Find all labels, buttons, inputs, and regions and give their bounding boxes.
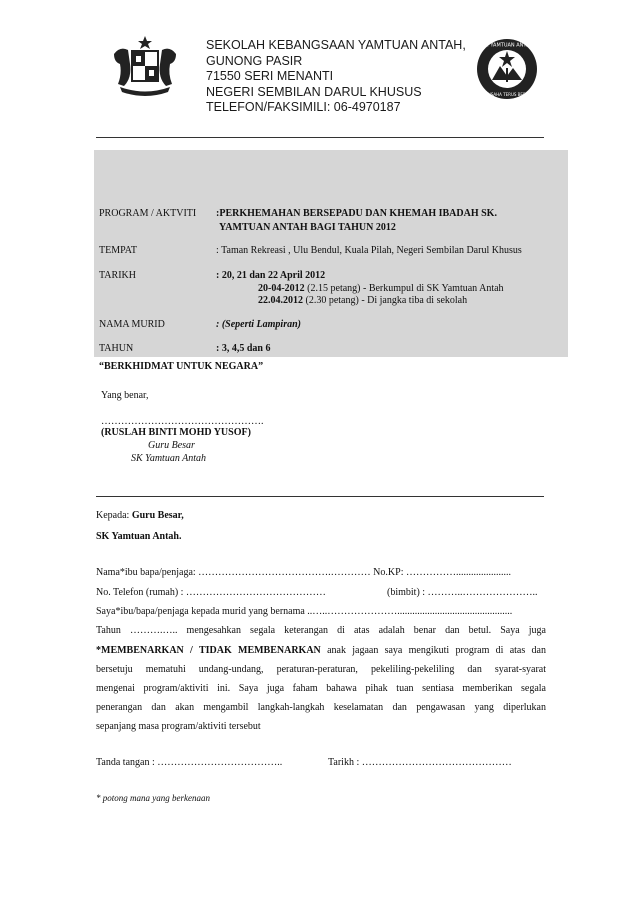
signature-line: Tanda tangan : ……………………………….. [96, 757, 283, 768]
date-schedule-2-date: 22.04.2012 [258, 295, 303, 306]
motto: “BERKHIDMAT UNTUK NEGARA” [99, 361, 264, 372]
date-schedule-1 [258, 283, 504, 294]
program-label: PROGRAM / AKTVITI [99, 208, 197, 219]
consent-line-5: penerangan dan akan mengambil langkah-langkah keselamatan dan pengawasan yang diperlukan [96, 702, 546, 713]
greeting: Yang benar, [101, 390, 149, 401]
school-badge-logo [476, 38, 538, 100]
date-schedule-2-text: (2.30 petang) - Di jangka tiba di sekolah [303, 295, 468, 306]
parent-name-line: Nama*ibu bapa/penjaga: ………………………………….………… No.KP: ……………...................... [96, 567, 511, 578]
consent-line-2-text: anak jagaan saya mengikuti program di atas dan [320, 645, 546, 656]
address-line-3: NEGERI SEMBILAN DARUL KHUSUS [206, 84, 422, 99]
consent-line-2 [96, 645, 546, 656]
student-name-line: Saya*ibu/bapa/penjaga kepada murid yang bernama ..…..………………….............................................. [96, 606, 513, 617]
date-schedule-2 [258, 295, 467, 306]
school-name: SEKOLAH KEBANGSAAN YAMTUAN ANTAH, [206, 38, 466, 52]
school-header [206, 38, 466, 116]
reply-to-name: Guru Besar, [131, 510, 184, 521]
student-label: NAMA MURID [99, 319, 165, 330]
student-value: : (Seperti Lampiran) [216, 319, 301, 330]
place-label: TEMPAT [99, 245, 137, 256]
state-crest-logo [110, 34, 180, 98]
place-value: : Taman Rekreasi , Ulu Bendul, Kuala Pilah, Negeri Sembilan Darul Khusus [216, 245, 522, 256]
consent-line-3: bersetuju mematuhi undang-undang, peraturan-peraturan, pekeliling-pekeliling dan syarat-syarat [96, 664, 546, 675]
consent-line-6: sepanjang masa program/aktiviti tersebut [96, 721, 261, 732]
reply-to-school: SK Yamtuan Antah. [96, 531, 182, 542]
consent-option: *MEMBENARKAN / TIDAK MEMBENARKAN [96, 645, 321, 656]
school-badge-icon [476, 38, 538, 100]
badge-ring-top: SK. YAMTUAN ANTAH [480, 42, 534, 49]
year-label: TAHUN [99, 343, 134, 354]
reply-recipient [96, 510, 184, 521]
negeri-sembilan-crest-icon [110, 34, 180, 98]
badge-ring-bottom: BERUSAHA TERUS BERJAYA [479, 92, 535, 97]
program-value-line-1: :PERKHEMAHAN BERSEPADU DAN KHEMAH IBADAH SK. [216, 208, 497, 219]
consent-line-4: mengenai program/aktiviti ini. Saya juga faham bahawa pihak tuan sentiasa memberikan segala [96, 683, 546, 694]
signer-name: (RUSLAH BINTI MOHD YUSOF) [101, 427, 251, 438]
signature-dots: …………………………………………. [101, 416, 264, 427]
phone-home-line: No. Telefon (rumah) : …………………………………… [96, 587, 326, 598]
address-line-1: GUNONG PASIR [206, 53, 303, 68]
reply-to-prefix: Kepada: [96, 510, 132, 521]
date-label: TARIKH [99, 270, 136, 281]
reply-divider [96, 496, 544, 497]
phone-line: TELEFON/FAKSIMILI: 06-4970187 [206, 100, 401, 114]
consent-line-1: Tahun ……….….. mengesahkan segala keterangan di atas adalah benar dan betul. Saya juga [96, 625, 546, 636]
date-schedule-1-date: 20-04-2012 [258, 283, 305, 294]
signer-title: Guru Besar [148, 440, 195, 451]
phone-mobile-line: (bimbit) : ………..………………….. [387, 587, 538, 598]
header-divider [96, 137, 544, 138]
date-line: Tarikh : ……………………………………… [328, 757, 512, 768]
address-line-2: 71550 SERI MENANTI [206, 69, 334, 83]
date-value: : 20, 21 dan 22 April 2012 [216, 270, 326, 281]
year-value: : 3, 4,5 dan 6 [216, 343, 271, 354]
footnote: * potong mana yang berkenaan [96, 793, 210, 803]
program-value-line-2: YAMTUAN ANTAH BAGI TAHUN 2012 [219, 222, 396, 233]
signer-school: SK Yamtuan Antah [131, 453, 207, 464]
date-schedule-1-text: (2.15 petang) - Berkumpul di SK Yamtuan Antah [304, 283, 504, 294]
